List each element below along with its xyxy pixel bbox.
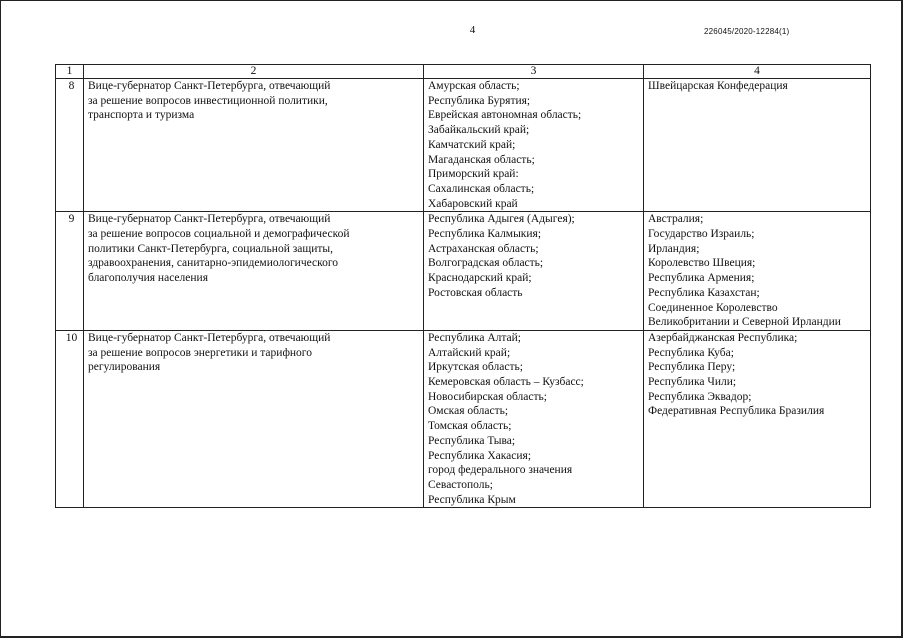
official-line: Вице-губернатор Санкт-Петербурга, отвечающий bbox=[88, 213, 331, 226]
country-line: Ирландия; bbox=[648, 242, 700, 255]
assignment-table bbox=[55, 64, 871, 508]
region-line: город федерального значения bbox=[428, 464, 573, 477]
row-number: 9 bbox=[56, 212, 84, 331]
country-line: Республика Чили; bbox=[648, 376, 737, 389]
official-cell bbox=[84, 212, 424, 331]
official-line: здравоохранения, санитарно-эпидемиологического bbox=[88, 257, 339, 270]
region-line: Омская область; bbox=[428, 405, 509, 418]
official-line: политики Санкт-Петербурга, социальной защиты, bbox=[88, 242, 334, 255]
regions-cell bbox=[424, 79, 644, 212]
official-line: транспорта и туризма bbox=[88, 109, 195, 122]
country-line: Швейцарская Конфедерация bbox=[648, 80, 788, 92]
region-line: Забайкальский край; bbox=[428, 124, 530, 137]
country-line: Республика Армения; bbox=[648, 272, 755, 285]
region-line: Астраханская область; bbox=[428, 242, 539, 255]
region-line: Кемеровская область – Кузбасс; bbox=[428, 376, 584, 389]
official-cell bbox=[84, 79, 424, 212]
region-line: Волгоградская область; bbox=[428, 257, 544, 270]
official-line: за решение вопросов энергетики и тарифного bbox=[88, 346, 312, 359]
official-line: регулирования bbox=[88, 361, 161, 374]
table-header-row bbox=[56, 65, 871, 79]
region-line: Иркутская область; bbox=[428, 361, 523, 374]
row-number: 10 bbox=[56, 330, 84, 507]
region-line: Краснодарский край; bbox=[428, 272, 532, 285]
country-line: Республика Казахстан; bbox=[648, 286, 760, 299]
country-line: Республика Перу; bbox=[648, 361, 736, 374]
region-line: Республика Хакасия; bbox=[428, 449, 532, 462]
column-header: 2 bbox=[84, 65, 424, 79]
region-line: Республика Калмыкия; bbox=[428, 228, 542, 241]
region-line: Томская область; bbox=[428, 420, 512, 433]
country-line: Соединенное Королевство bbox=[648, 301, 778, 314]
region-line: Магаданская область; bbox=[428, 153, 535, 166]
table-body bbox=[56, 79, 871, 508]
official-line: Вице-губернатор Санкт-Петербурга, отвечающий bbox=[88, 80, 331, 92]
region-line: Еврейская автономная область; bbox=[428, 109, 582, 122]
column-header: 4 bbox=[644, 65, 871, 79]
region-line: Республика Крым bbox=[428, 493, 516, 506]
country-line: Государство Израиль; bbox=[648, 228, 755, 241]
countries-cell bbox=[644, 79, 871, 212]
regions-cell bbox=[424, 330, 644, 507]
official-line: за решение вопросов социальной и демографической bbox=[88, 228, 350, 241]
country-line: Азербайджанская Республика; bbox=[648, 331, 798, 344]
row-number: 8 bbox=[56, 79, 84, 212]
countries-cell bbox=[644, 330, 871, 507]
country-line: Великобритании и Северной Ирландии bbox=[648, 316, 841, 329]
region-line: Алтайский край; bbox=[428, 346, 511, 359]
region-line: Республика Бурятия; bbox=[428, 94, 531, 107]
region-line: Амурская область; bbox=[428, 80, 520, 92]
country-line: Королевство Швеция; bbox=[648, 257, 756, 270]
region-line: Севастополь; bbox=[428, 478, 493, 491]
country-line: Республика Эквадор; bbox=[648, 390, 752, 403]
official-line: благополучия населения bbox=[88, 272, 208, 285]
country-line: Федеративная Республика Бразилия bbox=[648, 405, 825, 418]
column-header: 1 bbox=[56, 65, 84, 79]
table-row bbox=[56, 79, 871, 212]
region-line: Новосибирская область; bbox=[428, 390, 547, 403]
region-line: Хабаровский край bbox=[428, 197, 518, 210]
regions-cell bbox=[424, 212, 644, 331]
official-line: Вице-губернатор Санкт-Петербурга, отвечающий bbox=[88, 331, 331, 344]
region-line: Приморский край: bbox=[428, 168, 519, 181]
page-number: 4 bbox=[469, 24, 476, 36]
column-header: 3 bbox=[424, 65, 644, 79]
country-line: Республика Куба; bbox=[648, 346, 734, 359]
region-line: Камчатский край; bbox=[428, 138, 516, 151]
official-cell bbox=[84, 330, 424, 507]
document-code: 226045/2020-12284(1) bbox=[704, 27, 790, 36]
region-line: Республика Адыгея (Адыгея); bbox=[428, 213, 575, 226]
region-line: Ростовская область bbox=[428, 286, 523, 299]
table-row bbox=[56, 330, 871, 507]
region-line: Республика Алтай; bbox=[428, 331, 522, 344]
official-line: за решение вопросов инвестиционной политики, bbox=[88, 94, 328, 107]
countries-cell bbox=[644, 212, 871, 331]
table-row bbox=[56, 212, 871, 331]
region-line: Республика Тыва; bbox=[428, 434, 516, 447]
country-line: Австралия; bbox=[648, 213, 704, 226]
region-line: Сахалинская область; bbox=[428, 182, 535, 195]
